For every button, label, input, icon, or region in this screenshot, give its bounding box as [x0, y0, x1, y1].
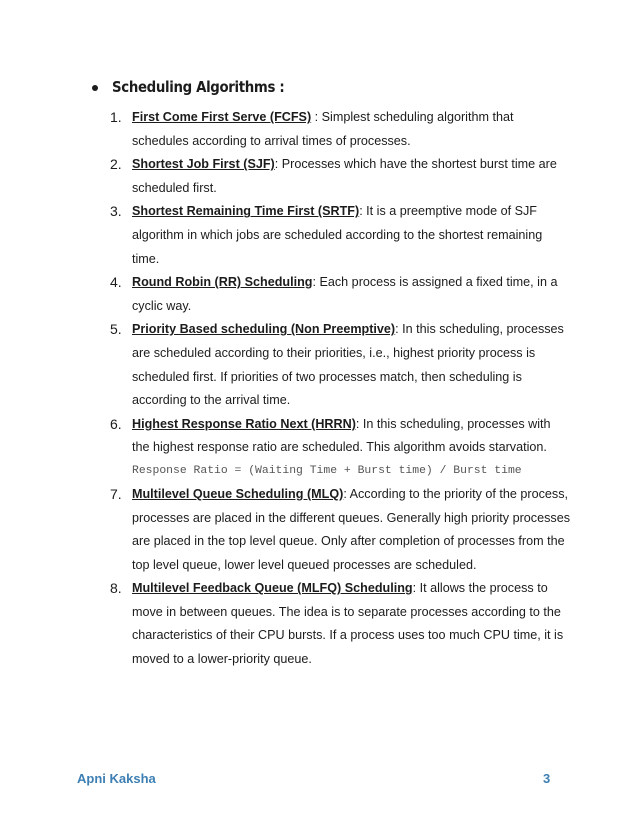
algorithm-description: : Simplest scheduling algorithm that schedules according to arrival times of processes.	[132, 110, 514, 148]
list-item	[110, 413, 570, 483]
item-number: 5.	[110, 321, 122, 338]
footer-brand: Apni Kaksha	[77, 771, 156, 786]
item-number: 8.	[110, 580, 122, 597]
algorithm-description: : It allows the process to move in between queues. The idea is to separate processes according to the characteristics of their CPU bursts. If a process uses too much CPU time, it is moved to a lower-priority queue.	[132, 581, 564, 667]
algorithm-list	[110, 106, 570, 672]
algorithm-description: : In this scheduling, processes with the highest response ratio are scheduled. This algorithm avoids starvation.	[132, 416, 551, 455]
list-item	[110, 577, 570, 671]
algorithm-description: : Each process is assigned a fixed time, in a cyclic way.	[132, 275, 558, 313]
algorithm-name: Multilevel Queue Scheduling (MLQ)	[132, 486, 344, 501]
item-number: 2.	[110, 156, 122, 173]
algorithm-name: Shortest Remaining Time First (SRTF)	[132, 204, 360, 219]
response-ratio-formula: Response Ratio = (Waiting Time + Burst time) / Burst time	[132, 464, 522, 477]
algorithm-description: : It is a preemptive mode of SJF algorithm in which jobs are scheduled according to the shortest remaining time.	[132, 204, 543, 266]
list-item	[110, 483, 570, 577]
algorithm-description: : According to the priority of the process, processes are placed in the different queues. Generally high priority processes are placed in the top level queue. Only after completion of processes from the top level queue, lower level queued processes are scheduled.	[132, 486, 570, 572]
algorithm-description: : In this scheduling, processes are scheduled according to their priorities, i.e., highest priority process is scheduled first. If priorities of two processes match, then scheduling is according to the arrival time.	[132, 322, 564, 408]
section-heading	[92, 73, 312, 101]
item-number: 4.	[110, 274, 122, 291]
algorithm-name: First Come First Serve (FCFS)	[132, 110, 312, 124]
algorithm-description: : Processes which have the shortest burst time are scheduled first.	[132, 157, 557, 195]
algorithm-name: Shortest Job First (SJF)	[132, 157, 275, 172]
algorithm-name: Priority Based scheduling (Non Preemptive)	[132, 322, 396, 337]
item-number: 3.	[110, 203, 122, 220]
list-item	[110, 271, 570, 318]
list-item	[110, 200, 570, 271]
bullet-icon	[92, 85, 98, 91]
section-title: Scheduling Algorithms :	[112, 78, 285, 96]
page-number: 3	[543, 771, 551, 786]
list-item	[110, 318, 570, 412]
algorithm-name: Multilevel Feedback Queue (MLFQ) Scheduling	[132, 581, 413, 596]
item-number: 1.	[110, 109, 122, 125]
item-number: 7.	[110, 485, 122, 502]
list-item	[110, 153, 570, 200]
item-number: 6.	[110, 415, 122, 432]
algorithm-name: Round Robin (RR) Scheduling	[132, 275, 313, 290]
algorithm-name: Highest Response Ratio Next (HRRN)	[132, 416, 356, 431]
list-item	[110, 106, 570, 153]
